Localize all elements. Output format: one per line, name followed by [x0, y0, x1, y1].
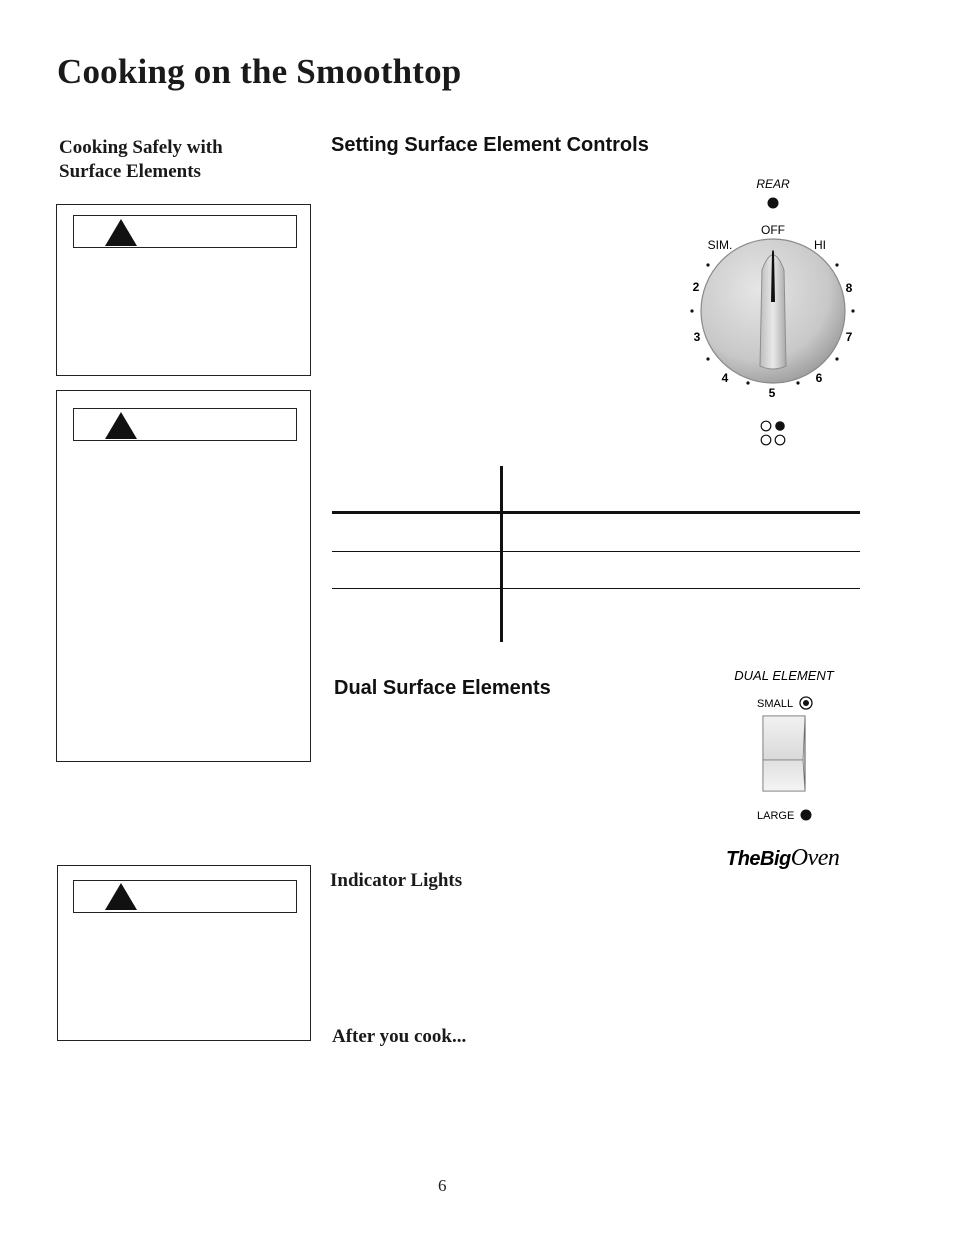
warning-box-3 [57, 865, 311, 1041]
page-title: Cooking on the Smoothtop [57, 52, 462, 91]
knob-label-5: 5 [768, 386, 776, 400]
knob-label-3: 3 [693, 330, 701, 344]
knob-label-7: 7 [845, 330, 853, 344]
table-row-divider [332, 588, 860, 589]
dual-elements-heading: Dual Surface Elements [334, 677, 551, 699]
switch-label-small: SMALL [757, 698, 794, 710]
knob-label-6: 6 [815, 371, 823, 385]
knob-label-hi: HI [814, 238, 826, 252]
element-locator-icon [761, 421, 771, 431]
the-big-oven-logo: TheBigOven [726, 845, 840, 871]
warning-box-3-header [73, 880, 297, 913]
side-heading-line1: Cooking Safely with [59, 137, 223, 158]
warning-triangle-icon [105, 219, 137, 246]
knob-label-sim: SIM. [707, 238, 733, 252]
table-column-divider [500, 466, 503, 642]
surface-controls-heading: Setting Surface Element Controls [331, 134, 649, 156]
table-header-rule [332, 511, 860, 514]
knob-label-rear: REAR [756, 177, 790, 191]
rear-indicator-dot [768, 198, 779, 209]
warning-box-2-header [73, 408, 297, 441]
switch-label-large: LARGE [757, 810, 795, 822]
knob-label-off: OFF [761, 223, 785, 237]
page-number: 6 [438, 1176, 447, 1195]
warning-triangle-icon [105, 883, 137, 910]
dual-element-title: DUAL ELEMENT [734, 668, 834, 683]
warning-box-1-header [73, 215, 297, 248]
warning-box-1 [56, 204, 311, 376]
after-cook-heading: After you cook... [332, 1026, 467, 1047]
dual-element-switch-graphic [720, 662, 860, 877]
side-heading [59, 136, 289, 184]
knob-label-8: 8 [845, 281, 853, 295]
table-row-divider [332, 551, 860, 552]
knob-label-2: 2 [692, 280, 700, 294]
settings-table [332, 466, 860, 642]
side-heading-line2: Surface Elements [59, 161, 201, 182]
control-knob-graphic [680, 170, 870, 455]
knob-label-4: 4 [721, 371, 729, 385]
warning-box-2 [56, 390, 311, 762]
warning-triangle-icon [105, 412, 137, 439]
indicator-lights-heading: Indicator Lights [330, 870, 463, 891]
